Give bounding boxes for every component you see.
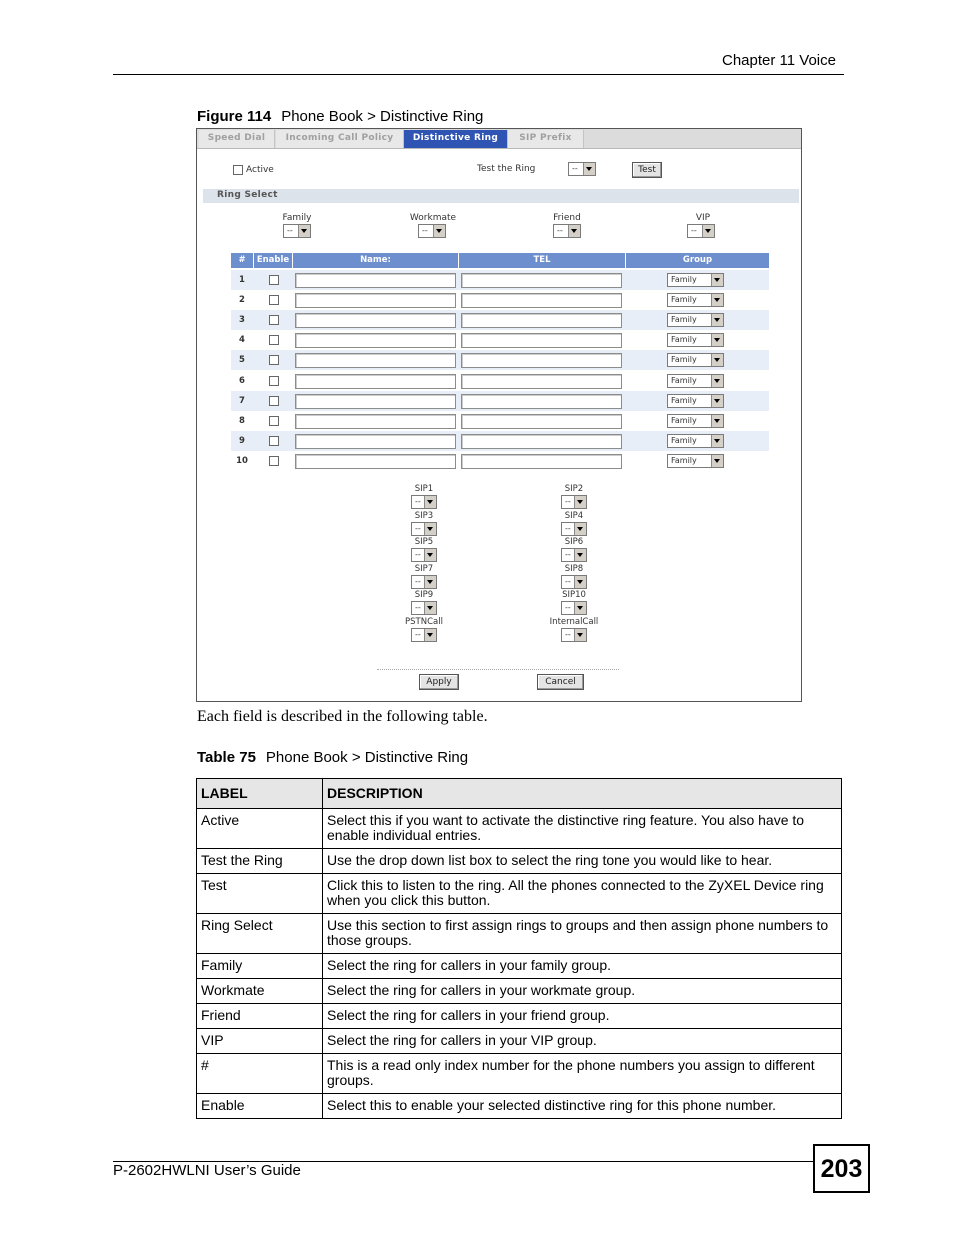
row-label: # bbox=[197, 1054, 323, 1094]
table-row bbox=[231, 350, 769, 370]
row-index: 5 bbox=[239, 355, 245, 366]
row-label: VIP bbox=[197, 1029, 323, 1054]
sip-ring-value: -- bbox=[415, 603, 421, 613]
group-select[interactable] bbox=[667, 333, 724, 347]
workmate-ring-value: -- bbox=[422, 226, 428, 235]
group-select[interactable] bbox=[667, 313, 724, 327]
distinctive-ring-screenshot bbox=[196, 128, 802, 702]
tel-input[interactable] bbox=[461, 293, 622, 308]
table-caption bbox=[197, 749, 468, 766]
name-input[interactable] bbox=[295, 313, 456, 328]
chevron-down-icon bbox=[424, 523, 436, 535]
sip-label: SIP4 bbox=[564, 510, 584, 521]
column-header-enable: Enable bbox=[254, 253, 292, 268]
friend-ring-select[interactable] bbox=[553, 224, 581, 238]
row-index: 2 bbox=[239, 295, 245, 306]
sip-ring-select[interactable] bbox=[561, 522, 587, 536]
row-label: Ring Select bbox=[197, 914, 323, 954]
sip-ring-value: -- bbox=[415, 523, 421, 533]
name-input[interactable] bbox=[295, 333, 456, 348]
row-description: Use the drop down list box to select the ring tone you would like to hear. bbox=[323, 849, 842, 874]
ring-select-band bbox=[203, 189, 799, 203]
table-row bbox=[231, 411, 769, 431]
sip-ring-select[interactable] bbox=[411, 495, 437, 509]
figure-caption bbox=[197, 108, 483, 125]
table-row bbox=[231, 391, 769, 411]
vip-label: VIP bbox=[695, 213, 711, 223]
table-row bbox=[197, 1054, 842, 1094]
sip-label: SIP3 bbox=[414, 510, 434, 521]
group-value: Family bbox=[671, 295, 697, 305]
enable-checkbox[interactable] bbox=[269, 456, 279, 466]
group-select[interactable] bbox=[667, 394, 724, 408]
sip-ring-value: -- bbox=[415, 550, 421, 560]
row-description: Use this section to first assign rings to groups and then assign phone numbers to those groups. bbox=[323, 914, 842, 954]
friend-ring-value: -- bbox=[557, 226, 563, 235]
row-index: 1 bbox=[239, 275, 245, 285]
table-row bbox=[197, 1004, 842, 1029]
enable-checkbox[interactable] bbox=[269, 275, 279, 285]
family-ring-select[interactable] bbox=[283, 224, 311, 238]
workmate-ring-select[interactable] bbox=[418, 224, 446, 238]
cancel-button[interactable]: Cancel bbox=[537, 674, 584, 690]
chevron-down-icon bbox=[424, 576, 436, 588]
chevron-down-icon bbox=[711, 435, 723, 447]
tel-input[interactable] bbox=[461, 333, 622, 348]
sip-ring-value: -- bbox=[565, 576, 571, 586]
row-index: 9 bbox=[239, 435, 245, 446]
chevron-down-icon bbox=[583, 163, 595, 175]
table-row bbox=[231, 451, 769, 471]
enable-checkbox[interactable] bbox=[269, 355, 279, 365]
sip-ring-value: -- bbox=[415, 576, 421, 586]
tel-input[interactable] bbox=[461, 313, 622, 328]
sip-label: SIP8 bbox=[564, 563, 584, 574]
row-label: Friend bbox=[197, 1004, 323, 1029]
row-label: Family bbox=[197, 954, 323, 979]
figure-title: Phone Book > Distinctive Ring bbox=[281, 108, 484, 125]
sip-label: SIP6 bbox=[564, 537, 584, 548]
table-body bbox=[197, 809, 842, 1119]
chevron-down-icon bbox=[574, 602, 586, 614]
tel-input[interactable] bbox=[461, 273, 622, 288]
row-description: Select the ring for callers in your VIP group. bbox=[323, 1029, 842, 1054]
table-row bbox=[197, 979, 842, 1004]
column-header-group: Group bbox=[626, 253, 769, 268]
enable-checkbox[interactable] bbox=[269, 436, 279, 446]
table-label: Table 75 bbox=[197, 749, 256, 766]
test-ring-select[interactable] bbox=[568, 162, 596, 176]
sip-label: SIP2 bbox=[564, 484, 584, 494]
test-button[interactable]: Test bbox=[632, 162, 662, 178]
name-input[interactable] bbox=[295, 414, 456, 429]
sip-ring-select[interactable] bbox=[561, 628, 587, 642]
table-row bbox=[197, 849, 842, 874]
tab-speed-dial[interactable]: Speed Dial bbox=[199, 130, 275, 148]
chevron-down-icon bbox=[574, 629, 586, 641]
header-description: DESCRIPTION bbox=[323, 779, 842, 809]
field-description-table bbox=[196, 778, 842, 1119]
sip-ring-select[interactable] bbox=[411, 575, 437, 589]
chevron-down-icon bbox=[711, 294, 723, 306]
chevron-down-icon bbox=[711, 455, 723, 467]
tab-bar bbox=[197, 129, 801, 149]
group-value: Family bbox=[671, 395, 697, 405]
name-input[interactable] bbox=[295, 434, 456, 449]
description-text: Each field is described in the following table. bbox=[197, 708, 488, 725]
chevron-down-icon bbox=[424, 549, 436, 561]
chevron-down-icon bbox=[711, 314, 723, 326]
active-checkbox[interactable] bbox=[233, 165, 243, 175]
family-label: Family bbox=[282, 213, 312, 223]
chevron-down-icon bbox=[574, 549, 586, 561]
group-select[interactable] bbox=[667, 434, 724, 448]
enable-checkbox[interactable] bbox=[269, 416, 279, 426]
name-input[interactable] bbox=[295, 394, 456, 409]
sip-ring-select[interactable] bbox=[411, 548, 437, 562]
table-title: Phone Book > Distinctive Ring bbox=[265, 749, 469, 766]
table-row bbox=[231, 290, 769, 310]
tab-incoming-call-policy[interactable]: Incoming Call Policy bbox=[276, 130, 404, 148]
name-input[interactable] bbox=[295, 273, 456, 288]
sip-ring-select[interactable] bbox=[561, 575, 587, 589]
guide-title: P-2602HWLNI User’s Guide bbox=[113, 1162, 301, 1179]
chevron-down-icon bbox=[433, 225, 445, 237]
column-header-tel: TEL bbox=[459, 253, 625, 268]
chevron-down-icon bbox=[574, 496, 586, 508]
row-index: 7 bbox=[239, 395, 245, 406]
sip-ring-value: -- bbox=[565, 497, 571, 506]
group-select[interactable] bbox=[667, 273, 724, 287]
sip-ring-select[interactable] bbox=[411, 628, 437, 642]
enable-checkbox[interactable] bbox=[269, 315, 279, 325]
row-index: 10 bbox=[236, 455, 248, 466]
table-row bbox=[197, 1029, 842, 1054]
friend-label: Friend bbox=[553, 213, 581, 223]
row-description: Select the ring for callers in your family group. bbox=[323, 954, 842, 979]
group-select[interactable] bbox=[667, 454, 724, 468]
name-input[interactable] bbox=[295, 293, 456, 308]
column-header-index: # bbox=[231, 253, 253, 268]
enable-checkbox[interactable] bbox=[269, 295, 279, 305]
chapter-header: Chapter 11 Voice bbox=[722, 52, 836, 69]
divider bbox=[377, 669, 619, 670]
table-row bbox=[197, 1094, 842, 1119]
test-ring-label: Test the Ring bbox=[477, 164, 536, 174]
sip-ring-value: -- bbox=[565, 630, 571, 639]
family-ring-value: -- bbox=[287, 226, 293, 235]
vip-ring-select[interactable] bbox=[687, 224, 715, 238]
vip-ring-value: -- bbox=[691, 226, 697, 235]
tel-input[interactable] bbox=[461, 394, 622, 409]
chevron-down-icon bbox=[711, 415, 723, 427]
group-select[interactable] bbox=[667, 353, 724, 367]
header-label: LABEL bbox=[197, 779, 323, 809]
group-value: Family bbox=[671, 315, 697, 325]
page-number: 203 bbox=[813, 1144, 870, 1193]
chevron-down-icon bbox=[711, 375, 723, 387]
sip-ring-value: -- bbox=[415, 630, 421, 639]
chevron-down-icon bbox=[711, 354, 723, 366]
sip-label: SIP1 bbox=[414, 484, 434, 494]
row-description: This is a read only index number for the phone numbers you assign to different groups. bbox=[323, 1054, 842, 1094]
tel-input[interactable] bbox=[461, 353, 622, 368]
row-label: Workmate bbox=[197, 979, 323, 1004]
row-label: Test the Ring bbox=[197, 849, 323, 874]
chevron-down-icon bbox=[711, 274, 723, 286]
row-description: Select this if you want to activate the distinctive ring feature. You also have to enable individual entries. bbox=[323, 809, 842, 849]
table-row bbox=[231, 371, 769, 391]
group-select[interactable] bbox=[667, 414, 724, 428]
name-input[interactable] bbox=[295, 353, 456, 368]
column-header-name: Name: bbox=[293, 253, 458, 268]
tab-sip-prefix[interactable]: SIP Prefix bbox=[508, 130, 584, 148]
chevron-down-icon bbox=[424, 496, 436, 508]
sip-label: SIP7 bbox=[414, 563, 434, 574]
header-rule bbox=[113, 74, 844, 75]
chevron-down-icon bbox=[298, 225, 310, 237]
group-value: Family bbox=[671, 375, 697, 385]
workmate-label: Workmate bbox=[409, 213, 457, 223]
table-row bbox=[197, 809, 842, 849]
chevron-down-icon bbox=[711, 395, 723, 407]
sip-label: SIP10 bbox=[562, 590, 586, 601]
group-value: Family bbox=[671, 455, 697, 465]
name-input[interactable] bbox=[295, 454, 456, 469]
enable-checkbox[interactable] bbox=[269, 335, 279, 345]
group-select[interactable] bbox=[667, 374, 724, 388]
tel-input[interactable] bbox=[461, 454, 622, 469]
group-value: Family bbox=[671, 435, 697, 445]
row-index: 8 bbox=[239, 415, 245, 426]
group-value: Family bbox=[671, 415, 697, 425]
chevron-down-icon bbox=[711, 334, 723, 346]
chevron-down-icon bbox=[568, 225, 580, 237]
chevron-down-icon bbox=[702, 225, 714, 237]
group-value: Family bbox=[671, 355, 697, 365]
row-label: Active bbox=[197, 809, 323, 849]
sip-ring-select[interactable] bbox=[561, 601, 587, 615]
active-label: Active bbox=[246, 165, 274, 175]
row-label: Enable bbox=[197, 1094, 323, 1119]
sip-ring-value: -- bbox=[565, 550, 571, 560]
row-label: Test bbox=[197, 874, 323, 914]
row-description: Select the ring for callers in your friend group. bbox=[323, 1004, 842, 1029]
group-select[interactable] bbox=[667, 293, 724, 307]
apply-button[interactable]: Apply bbox=[419, 674, 459, 690]
row-description: Select the ring for callers in your workmate group. bbox=[323, 979, 842, 1004]
enable-checkbox[interactable] bbox=[269, 396, 279, 406]
table-row bbox=[197, 874, 842, 914]
sip-ring-value: -- bbox=[565, 603, 571, 613]
tel-input[interactable] bbox=[461, 414, 622, 429]
chevron-down-icon bbox=[424, 602, 436, 614]
sip-label: PSTNCall bbox=[405, 617, 443, 627]
sip-ring-value: -- bbox=[565, 523, 571, 533]
row-index: 3 bbox=[239, 315, 245, 326]
sip-label: SIP5 bbox=[414, 537, 434, 548]
sip-ring-select[interactable] bbox=[411, 522, 437, 536]
row-index: 4 bbox=[239, 335, 245, 346]
tel-input[interactable] bbox=[461, 374, 622, 389]
table-row bbox=[231, 431, 769, 451]
table-row bbox=[231, 270, 769, 290]
tel-input[interactable] bbox=[461, 434, 622, 449]
row-index: 6 bbox=[239, 375, 245, 386]
chevron-down-icon bbox=[424, 629, 436, 641]
sip-label: SIP9 bbox=[414, 590, 434, 601]
sip-ring-value: -- bbox=[415, 497, 421, 506]
tab-distinctive-ring[interactable]: Distinctive Ring bbox=[404, 130, 508, 148]
table-row bbox=[197, 954, 842, 979]
name-input[interactable] bbox=[295, 374, 456, 389]
chevron-down-icon bbox=[574, 576, 586, 588]
sip-ring-select[interactable] bbox=[561, 495, 587, 509]
enable-checkbox[interactable] bbox=[269, 376, 279, 386]
row-description: Click this to listen to the ring. All the phones connected to the ZyXEL Device ring when you click this button. bbox=[323, 874, 842, 914]
row-description: Select this to enable your selected distinctive ring for this phone number. bbox=[323, 1094, 842, 1119]
table-header-row bbox=[197, 779, 842, 809]
group-value: Family bbox=[671, 335, 697, 345]
group-value: Family bbox=[671, 275, 697, 284]
table-row bbox=[231, 310, 769, 330]
chevron-down-icon bbox=[574, 523, 586, 535]
figure-label: Figure 114 bbox=[197, 108, 272, 125]
sip-ring-select[interactable] bbox=[561, 548, 587, 562]
test-ring-value: -- bbox=[572, 164, 578, 173]
sip-label: InternalCall bbox=[549, 617, 599, 627]
sip-ring-select[interactable] bbox=[411, 601, 437, 615]
table-row bbox=[231, 330, 769, 350]
table-row bbox=[197, 914, 842, 954]
ring-select-heading: Ring Select bbox=[217, 190, 278, 200]
